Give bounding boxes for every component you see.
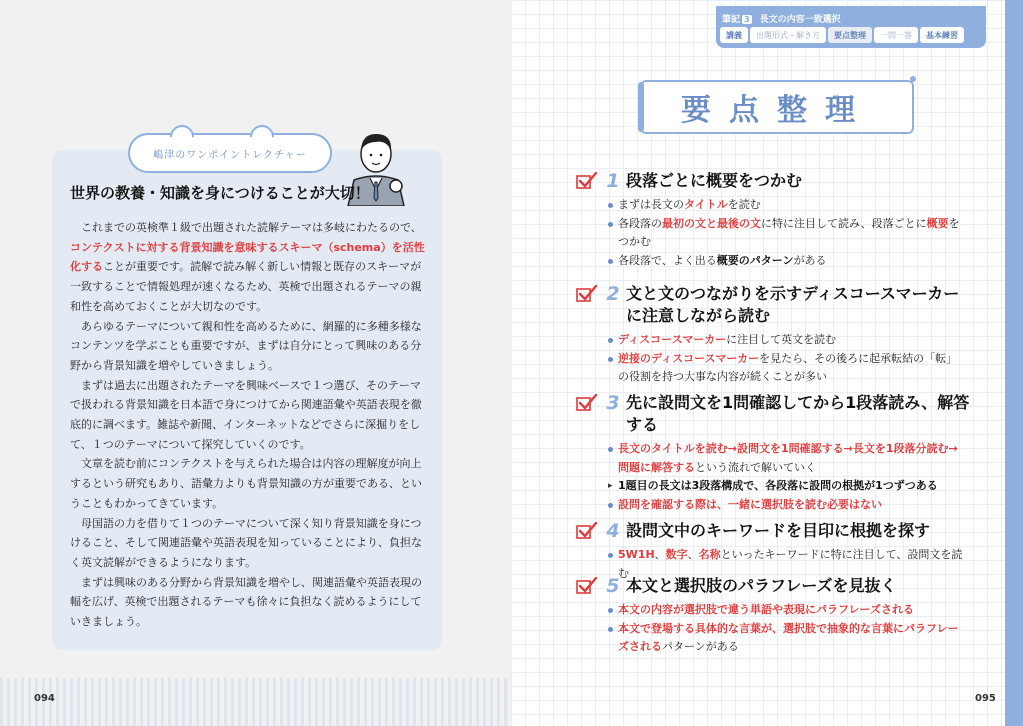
bullet-item — [608, 252, 968, 271]
key-point-head — [576, 283, 986, 327]
lecture-paragraph-run: コンテクストに対する背景知識を意味するスキーマ（schema）を活性化する — [70, 240, 425, 274]
bullet-item — [608, 477, 968, 496]
lecture-paragraph-run: これまでの英検準１級で出題された読解テーマは多岐にわたるので、 — [81, 221, 422, 234]
bullet-item-run: という流れで解いていく — [695, 460, 816, 474]
crumb-qa[interactable]: 一問一答 — [874, 27, 918, 43]
page-number-right: 095 — [975, 693, 996, 704]
bullet-item-run: タイトル — [684, 198, 728, 211]
key-point — [576, 170, 986, 270]
bullet-item — [608, 331, 968, 350]
bullet-item-run: 本文で登場する具体的な言葉が、選択肢で抽象的な言葉にパラフレーズされる — [618, 621, 959, 653]
bullet-item-run: をつかむ — [618, 216, 960, 248]
key-point-number: 3 — [606, 392, 620, 414]
lecture-paragraph-run: まずは過去に出題されたテーマを興味ベースで１つ選び、そのテーマで扱われる背景知識を日本語で身につけてから関連語彙や英語表現を徹底的に調べます。雑誌や新聞、インターネットなどでさらに深掘りをして、１つのテーマについて探究していくのです。 — [70, 378, 422, 451]
lecture-body — [70, 218, 430, 632]
breadcrumb — [720, 27, 984, 43]
key-point — [576, 283, 986, 387]
bullet-item-run: に特に注目して読み、段落ごとに — [761, 216, 927, 230]
crumb-lecture[interactable]: 講義 — [720, 27, 748, 43]
bullet-item — [608, 620, 968, 657]
key-point-bullets — [608, 601, 968, 657]
lecture-title: 世界の教養・知識を身につけることが大切！ — [70, 184, 370, 202]
lecture-paragraph — [70, 376, 430, 455]
lecture-paragraph-run: 母国語の力を借りて１つのテーマについて深く知り背景知識を身につけること、そして関連語彙や英語表現を知っていることにより、負担なく英文読解ができるようになります。 — [70, 516, 422, 569]
bullet-item-run: 長文のタイトルを読む→設問文を1問確認する→長文を1段落分読む→問題に解答する — [618, 442, 958, 474]
lecture-paragraph — [70, 573, 430, 632]
bullet-item-run: パターンがある — [662, 640, 739, 653]
lecture-paragraph-run: 文章を読む前にコンテクストを与えられた場合は内容の理解度が向上するという研究もあり、語彙力よりも背景知識の方が重要である、ということもわかってきています。 — [70, 457, 422, 510]
key-point-title: 本文と選択肢のパラフレーズを見抜く — [626, 576, 897, 595]
key-point-number: 1 — [606, 170, 620, 192]
bullet-item-run: 、 — [687, 548, 699, 561]
section-prefix: 筆記 — [722, 15, 741, 25]
bullet-item-run: 各段落の — [618, 216, 662, 230]
lecture-paragraph — [70, 514, 430, 573]
bullet-item-run: を見たら、その後ろに起承転結の「転」の役割を持つ大事な内容が続くことが多い — [618, 351, 958, 383]
lecture-paragraph — [70, 454, 430, 513]
checkmark-icon — [576, 172, 598, 190]
key-point-title: 先に設問文を1問確認してから1段落読み、解答する — [626, 393, 970, 434]
key-points-banner: 要点整理 — [640, 80, 914, 134]
bullet-item-run: 名称 — [698, 548, 721, 561]
key-point-title: 設問文中のキーワードを目印に根拠を探す — [626, 521, 931, 540]
crumb-key-points[interactable]: 要点整理 — [828, 27, 872, 43]
key-point-title: 段落ごとに概要をつかむ — [626, 171, 803, 190]
section-chip: 3 — [744, 15, 750, 24]
bullet-item-run: 概要 — [926, 216, 949, 230]
bullet-item-run: 、 — [654, 548, 666, 561]
lecture-cloud-label: 嶋津のワンポイントレクチャー — [128, 133, 332, 173]
bullet-item-run: 本文の内容が選択肢で違う単語や表現にパラフレーズされる — [618, 603, 915, 616]
key-point-bullets — [608, 196, 968, 270]
key-point-number: 2 — [606, 283, 620, 305]
key-point-bullets — [608, 440, 968, 514]
key-point-number: 4 — [606, 520, 620, 542]
checkmark-icon — [576, 285, 598, 303]
lecture-paragraph — [70, 218, 430, 317]
key-point — [576, 392, 986, 514]
section-title-text: 長文の内容一致選択 — [759, 15, 841, 25]
key-point-bullets — [608, 331, 968, 387]
bullet-item-run: 1題目の長文は3段落構成で、各段落に設問の根拠が1つずつある — [618, 479, 938, 492]
bullet-item-run: 概要のパターン — [716, 253, 794, 267]
bullet-item — [608, 440, 968, 477]
key-point-title: 文と文のつながりを示すディスコースマーカーに注意しながら読む — [626, 284, 960, 325]
bullet-item-run: まずは長文の — [618, 198, 684, 211]
bullet-item-run: ディスコースマーカー — [618, 333, 727, 346]
bullet-item-run: を読む — [727, 198, 761, 211]
bullet-item — [608, 496, 968, 515]
lecture-paragraph — [70, 317, 430, 376]
bullet-item — [608, 196, 968, 215]
crumb-practice[interactable]: 基本練習 — [920, 27, 964, 43]
bullet-item-run: 設問を確認する際は、一緒に選択肢を読む必要はない — [618, 497, 882, 511]
bullet-item-run: といったキーワードに特に注目して、設問文を読む — [618, 548, 963, 580]
key-point — [576, 520, 986, 583]
left-page-stripes — [0, 678, 511, 726]
key-point — [576, 575, 986, 657]
bullet-item-run: がある — [793, 253, 827, 267]
page-number-left: 094 — [34, 693, 55, 704]
checkmark-icon — [576, 522, 598, 540]
bullet-item-run: 各段落で、よく出る — [618, 253, 717, 267]
checkmark-icon — [576, 577, 598, 595]
bullet-item-run: 逆接のディスコースマーカー — [618, 351, 760, 365]
bullet-item-run: 最初の文と最後の文 — [662, 216, 761, 230]
bullet-item-run: 5W1H — [618, 548, 655, 561]
crumb-format[interactable]: 出題形式・解き方 — [750, 27, 826, 43]
bullet-item-run: に注目して英文を読む — [726, 333, 837, 346]
right-edge-band — [1005, 0, 1023, 726]
lecture-paragraph-run: あらゆるテーマについて親和性を高めるために、網羅的に多種多様なコンテンツを学ぶことも重要ですが、まずは自分にとって興味のある分野から背景知識を増やしていきましょう。 — [70, 319, 422, 372]
lecture-paragraph-run: まずは興味のある分野から背景知識を増やし、関連語彙や英語表現の幅を広げ、英検で出題されるテーマも徐々に負担なく読めるようにしていきましょう。 — [70, 575, 422, 629]
key-point-head — [576, 170, 986, 192]
bullet-item — [608, 215, 968, 252]
lecture-paragraph-run: ことが重要です。読解で読み解く新しい情報と既存のスキーマが一致することで情報処理が速くなるため、英検で出題されるテーマの親和性を高めておくことが大切なのです。 — [70, 260, 422, 313]
key-point-head — [576, 575, 986, 597]
bullet-item — [608, 601, 968, 620]
key-point-head — [576, 392, 986, 436]
bullet-item — [608, 350, 968, 387]
key-point-number: 5 — [606, 575, 620, 597]
bullet-item-run: 数字 — [665, 548, 688, 561]
checkmark-icon — [576, 394, 598, 412]
key-point-head — [576, 520, 986, 542]
section-title — [722, 12, 841, 25]
